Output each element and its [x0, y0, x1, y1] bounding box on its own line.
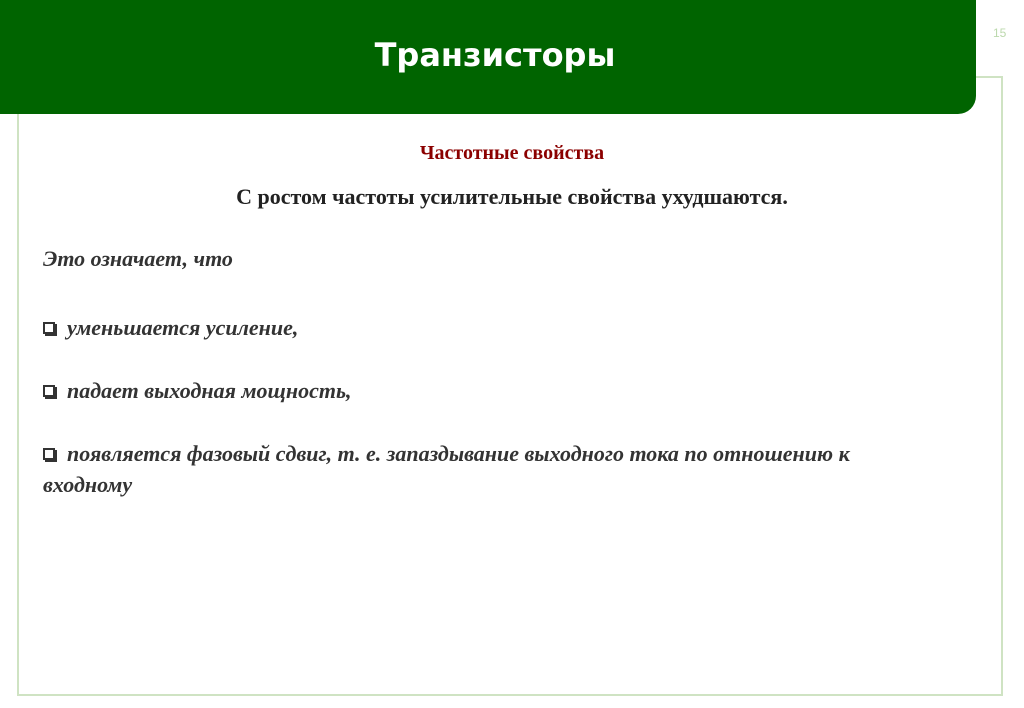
checkbox-bullet-icon	[43, 322, 55, 334]
bullet-text: уменьшается усиление,	[67, 315, 299, 340]
list-item	[43, 375, 903, 406]
slide-title: Транзисторы	[374, 36, 616, 74]
list-item	[43, 438, 903, 500]
bullet-text: появляется фазовый сдвиг, т. е. запаздывание выходного тока по отношению к входному	[43, 441, 850, 497]
page-number: 15	[993, 26, 1007, 40]
intro-text: Это означает, что	[43, 246, 233, 271]
bullet-text: падает выходная мощность,	[67, 378, 352, 403]
checkbox-bullet-icon	[43, 385, 55, 397]
section-subtitle: Частотные свойства	[419, 142, 605, 164]
list-item	[43, 312, 903, 343]
main-statement: С ростом частоты усилительные свойства ухудшаются.	[236, 184, 788, 209]
checkbox-bullet-icon	[43, 448, 55, 460]
bullet-list	[43, 312, 903, 532]
